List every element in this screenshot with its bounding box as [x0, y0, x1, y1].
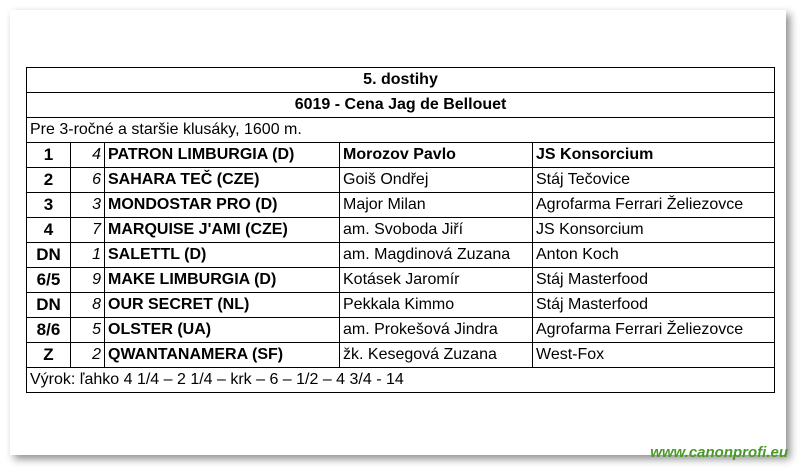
- result-row: [27, 143, 775, 168]
- result-horse: SAHARA TEČ (CZE): [105, 168, 340, 193]
- result-start-number: 5: [71, 318, 105, 343]
- race-conditions-row: [27, 118, 775, 143]
- result-place: 4: [27, 218, 71, 243]
- result-place: 1: [27, 143, 71, 168]
- result-driver: Major Milan: [340, 193, 533, 218]
- watermark-text: www.canonprofi.eu: [650, 444, 788, 461]
- race-margins: Výrok: ľahko 4 1/4 – 2 1/4 – krk – 6 – 1/2 – 4 3/4 - 14: [27, 368, 775, 393]
- result-driver: Morozov Pavlo: [340, 143, 533, 168]
- race-name: 6019 - Cena Jag de Bellouet: [27, 93, 775, 118]
- race-conditions: Pre 3-ročné a staršie klusáky, 1600 m.: [27, 118, 775, 143]
- result-owner: West-Fox: [533, 343, 775, 368]
- result-driver: am. Magdinová Zuzana: [340, 243, 533, 268]
- result-driver: Pekkala Kimmo: [340, 293, 533, 318]
- result-driver: am. Svoboda Jiří: [340, 218, 533, 243]
- result-horse: MARQUISE J'AMI (CZE): [105, 218, 340, 243]
- result-row: [27, 168, 775, 193]
- result-driver: žk. Kesegová Zuzana: [340, 343, 533, 368]
- result-place: 6/5: [27, 268, 71, 293]
- result-horse: PATRON LIMBURGIA (D): [105, 143, 340, 168]
- result-place: 2: [27, 168, 71, 193]
- result-start-number: 2: [71, 343, 105, 368]
- result-owner: JS Konsorcium: [533, 143, 775, 168]
- result-horse: OUR SECRET (NL): [105, 293, 340, 318]
- result-owner: Agrofarma Ferrari Želiezovce: [533, 318, 775, 343]
- result-row: [27, 343, 775, 368]
- result-owner: Agrofarma Ferrari Želiezovce: [533, 193, 775, 218]
- result-start-number: 8: [71, 293, 105, 318]
- result-row: [27, 318, 775, 343]
- result-place: Z: [27, 343, 71, 368]
- result-owner: JS Konsorcium: [533, 218, 775, 243]
- result-row: [27, 218, 775, 243]
- result-row: [27, 243, 775, 268]
- race-margins-row: [27, 368, 775, 393]
- race-results-table: [26, 67, 775, 393]
- result-horse: MAKE LIMBURGIA (D): [105, 268, 340, 293]
- result-driver: am. Prokešová Jindra: [340, 318, 533, 343]
- result-place: 8/6: [27, 318, 71, 343]
- result-row: [27, 268, 775, 293]
- result-owner: Stáj Masterfood: [533, 293, 775, 318]
- race-name-row: [27, 93, 775, 118]
- result-start-number: 7: [71, 218, 105, 243]
- result-place: DN: [27, 293, 71, 318]
- result-horse: QWANTANAMERA (SF): [105, 343, 340, 368]
- result-owner: Stáj Tečovice: [533, 168, 775, 193]
- result-start-number: 4: [71, 143, 105, 168]
- result-start-number: 3: [71, 193, 105, 218]
- result-horse: MONDOSTAR PRO (D): [105, 193, 340, 218]
- race-number-row: [27, 68, 775, 93]
- result-start-number: 9: [71, 268, 105, 293]
- result-row: [27, 193, 775, 218]
- result-row: [27, 293, 775, 318]
- race-number-title: 5. dostihy: [27, 68, 775, 93]
- result-horse: OLSTER (UA): [105, 318, 340, 343]
- result-driver: Goiš Ondřej: [340, 168, 533, 193]
- result-place: DN: [27, 243, 71, 268]
- result-owner: Stáj Masterfood: [533, 268, 775, 293]
- result-owner: Anton Koch: [533, 243, 775, 268]
- result-driver: Kotásek Jaromír: [340, 268, 533, 293]
- result-horse: SALETTL (D): [105, 243, 340, 268]
- result-start-number: 6: [71, 168, 105, 193]
- result-place: 3: [27, 193, 71, 218]
- result-start-number: 1: [71, 243, 105, 268]
